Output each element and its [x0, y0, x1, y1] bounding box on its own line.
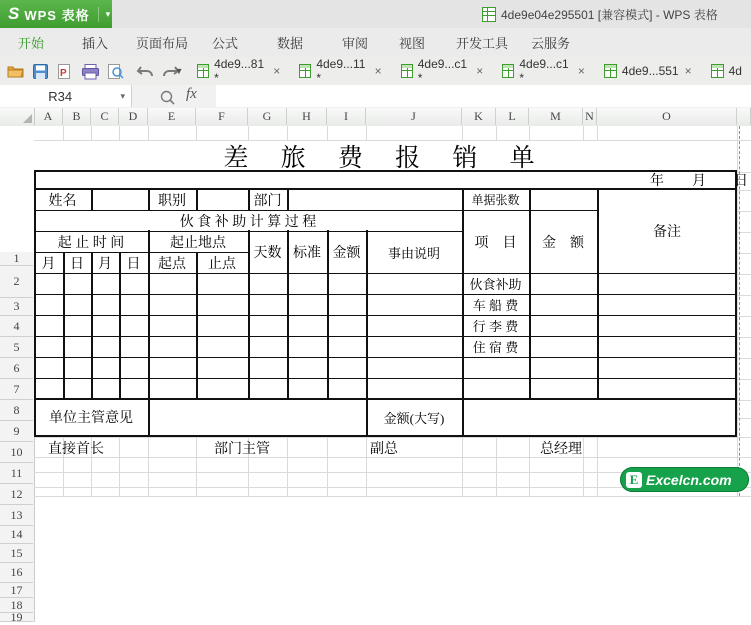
quick-access-toolbar — [0, 57, 751, 86]
document-tab[interactable] — [392, 57, 494, 85]
workbook-icon — [482, 7, 496, 22]
ribbon-tab-page-layout[interactable]: 页面布局 — [136, 35, 189, 51]
row-header-2[interactable]: 2 — [0, 266, 33, 298]
row-header-13[interactable]: 13 — [0, 505, 33, 526]
column-header-D[interactable]: D — [119, 108, 148, 125]
label-day-2[interactable]: 日 — [126, 256, 141, 272]
page-break-line — [739, 126, 740, 496]
column-header-partial[interactable] — [737, 108, 751, 125]
label-name[interactable]: 姓名 — [48, 193, 77, 209]
name-box-value: R34 — [48, 88, 73, 104]
excelcn-logo-icon: E — [626, 472, 642, 488]
formula-input[interactable] — [216, 85, 751, 107]
form-date-line[interactable]: 年 月 日 — [650, 174, 748, 189]
label-item-header[interactable]: 项 目 — [474, 236, 517, 251]
chevron-down-icon[interactable]: ▾ — [98, 7, 111, 22]
form-border — [148, 398, 150, 436]
form-border — [34, 435, 737, 437]
toolbar-more-icon[interactable]: ▼ — [174, 66, 184, 76]
form-title[interactable]: 差 旅 费 报 销 单 — [223, 145, 548, 172]
column-header-J[interactable]: J — [366, 108, 462, 125]
column-header-O[interactable]: O — [597, 108, 737, 125]
form-border — [287, 188, 289, 210]
export-pdf-icon[interactable] — [54, 60, 76, 82]
close-icon[interactable]: × — [374, 64, 382, 78]
row-header-6[interactable]: 6 — [0, 358, 33, 379]
row-header-9[interactable]: 9 — [0, 421, 33, 442]
label-remark[interactable]: 备注 — [653, 225, 681, 240]
close-icon[interactable]: × — [273, 64, 281, 78]
label-general-manager[interactable]: 总经理 — [540, 442, 582, 457]
wps-logo-icon: S — [8, 4, 20, 23]
window-title — [482, 0, 718, 28]
row-header-17[interactable]: 17 — [0, 583, 33, 598]
label-dept-manager[interactable]: 部门主管 — [214, 442, 270, 457]
label-place-range[interactable]: 起止地点 — [170, 235, 226, 251]
label-start-point[interactable]: 起点 — [158, 256, 186, 272]
ribbon-tab-bar — [0, 28, 751, 58]
row-header-16[interactable]: 16 — [0, 563, 33, 583]
insert-function-icon[interactable]: fx — [186, 86, 197, 102]
form-border — [63, 252, 65, 399]
document-tab-label: 4de9...c1 * — [417, 57, 468, 85]
row-header-4[interactable]: 4 — [0, 316, 33, 337]
row-header-10[interactable]: 10 — [0, 442, 33, 463]
print-icon[interactable] — [79, 60, 101, 82]
column-header-H[interactable]: H — [287, 108, 327, 125]
label-direct-leader[interactable]: 直接首长 — [48, 442, 104, 457]
column-headers — [0, 108, 751, 127]
column-header-N[interactable]: N — [583, 108, 597, 125]
row-header-15[interactable]: 15 — [0, 544, 33, 563]
label-day-1[interactable]: 日 — [70, 256, 84, 272]
label-item-luggage[interactable]: 行 李 费 — [472, 319, 519, 334]
excelcn-watermark — [620, 467, 749, 492]
row-header-7[interactable]: 7 — [0, 379, 33, 400]
title-bar — [0, 0, 751, 28]
ribbon-tab-review[interactable]: 审阅 — [342, 35, 369, 51]
column-header-C[interactable]: C — [91, 108, 119, 125]
row-header-8[interactable]: 8 — [0, 400, 33, 421]
column-header-I[interactable]: I — [327, 108, 366, 125]
document-tab[interactable] — [702, 57, 751, 85]
form-border — [34, 378, 737, 380]
ribbon-tab-developer[interactable]: 开发工具 — [456, 35, 509, 51]
label-time-range[interactable]: 起 止 时 间 — [57, 235, 125, 251]
select-all-corner[interactable] — [0, 108, 35, 125]
label-meal-subsidy-header[interactable]: 伙 食 补 助 计 算 过 程 — [179, 214, 317, 230]
ribbon-tab-home[interactable]: 开始 — [18, 35, 45, 51]
document-tab-label: 4de9...551 — [621, 64, 679, 78]
gridline — [34, 496, 751, 497]
formula-bar — [0, 85, 751, 109]
row-header-19[interactable]: 19 — [0, 613, 33, 622]
spreadsheet-icon — [401, 64, 413, 78]
print-preview-icon[interactable] — [104, 60, 126, 82]
label-month-1[interactable]: 月 — [41, 256, 56, 272]
label-amount-header[interactable]: 金 额 — [542, 236, 584, 251]
column-header-L[interactable]: L — [496, 108, 529, 125]
column-header-M[interactable]: M — [529, 108, 583, 125]
row-header-11[interactable]: 11 — [0, 463, 33, 484]
form-border — [34, 294, 737, 296]
label-supervisor-opinion[interactable]: 单位主管意见 — [49, 411, 133, 426]
document-tab[interactable] — [290, 57, 391, 85]
label-item-lodging[interactable]: 住 宿 费 — [472, 340, 519, 355]
column-header-A[interactable]: A — [34, 108, 63, 125]
label-month-2[interactable]: 月 — [98, 256, 112, 272]
label-reason[interactable]: 事由说明 — [387, 245, 440, 261]
chevron-down-icon[interactable]: ▾ — [120, 90, 125, 101]
document-tab-label: 4d — [728, 64, 742, 78]
form-border — [119, 252, 121, 399]
label-end-point[interactable]: 止点 — [208, 256, 236, 272]
ribbon-tab-formulas[interactable]: 公式 — [212, 35, 239, 51]
svg-text:P: P — [60, 67, 67, 79]
label-department[interactable]: 部门 — [253, 193, 282, 209]
row-headers — [0, 252, 35, 622]
spreadsheet-icon — [711, 64, 724, 78]
app-menu-button[interactable] — [0, 0, 112, 28]
save-icon[interactable] — [29, 60, 51, 82]
ribbon-tab-insert[interactable]: 插入 — [82, 35, 109, 51]
spreadsheet-icon — [502, 64, 514, 78]
label-amount[interactable]: 金额 — [332, 246, 361, 261]
ribbon-tab-cloud[interactable]: 云服务 — [531, 35, 571, 51]
undo-icon[interactable] — [134, 60, 156, 82]
row-header-18[interactable]: 18 — [0, 598, 33, 613]
document-tab[interactable] — [595, 57, 702, 85]
row-header-5[interactable]: 5 — [0, 337, 33, 358]
form-border — [91, 188, 93, 210]
form-border — [91, 252, 93, 399]
ribbon-tab-data[interactable]: 数据 — [277, 35, 304, 51]
row-header-14[interactable]: 14 — [0, 526, 33, 544]
row-header-12[interactable]: 12 — [0, 484, 33, 505]
row-header-3[interactable]: 3 — [0, 298, 33, 316]
label-item-meal[interactable]: 伙食补助 — [469, 277, 522, 292]
sheet-grid[interactable] — [0, 126, 751, 624]
document-tab-label: 4de9...11 * — [316, 57, 366, 85]
form-border — [34, 336, 737, 338]
column-header-B[interactable]: B — [63, 108, 91, 125]
document-tab[interactable] — [188, 57, 290, 85]
ribbon-tab-view[interactable]: 视图 — [399, 35, 426, 51]
row-header-1[interactable]: 1 — [0, 252, 33, 266]
label-days[interactable]: 天数 — [253, 246, 282, 261]
spreadsheet-icon — [604, 64, 617, 78]
window-title-text: 4de9e04e295501 [兼容模式] - WPS 表格 — [501, 7, 718, 22]
document-tab[interactable] — [493, 57, 595, 85]
column-header-F[interactable]: F — [196, 108, 248, 125]
document-tab-label: 4de9...c1 * — [519, 57, 569, 85]
close-icon[interactable]: × — [577, 64, 585, 78]
close-icon[interactable]: × — [476, 64, 484, 78]
column-header-E[interactable]: E — [148, 108, 196, 125]
label-standard[interactable]: 标准 — [293, 246, 321, 261]
search-icon[interactable] — [156, 86, 178, 108]
close-icon[interactable]: × — [684, 64, 692, 78]
spreadsheet-icon — [299, 64, 311, 78]
label-receipt-count[interactable]: 单据张数 — [471, 193, 520, 207]
label-rank[interactable]: 职别 — [158, 193, 186, 209]
document-tab-bar — [188, 57, 751, 85]
form-border — [34, 315, 737, 317]
open-file-icon[interactable] — [4, 60, 26, 82]
form-border — [34, 357, 737, 359]
excelcn-watermark-text: Excelcn.com — [646, 471, 732, 488]
label-item-transport[interactable]: 车 船 费 — [472, 298, 519, 313]
form-border — [196, 188, 198, 210]
label-amount-in-words[interactable]: 金额(大写) — [383, 410, 445, 426]
app-name: WPS 表格 — [24, 7, 90, 23]
column-header-K[interactable]: K — [462, 108, 496, 125]
label-vice-president[interactable]: 副总 — [370, 442, 398, 457]
spreadsheet-icon — [197, 64, 209, 78]
name-box[interactable] — [0, 85, 132, 107]
document-tab-label: 4de9...81 * — [214, 57, 265, 85]
column-header-G[interactable]: G — [248, 108, 287, 125]
form-border — [196, 252, 198, 399]
